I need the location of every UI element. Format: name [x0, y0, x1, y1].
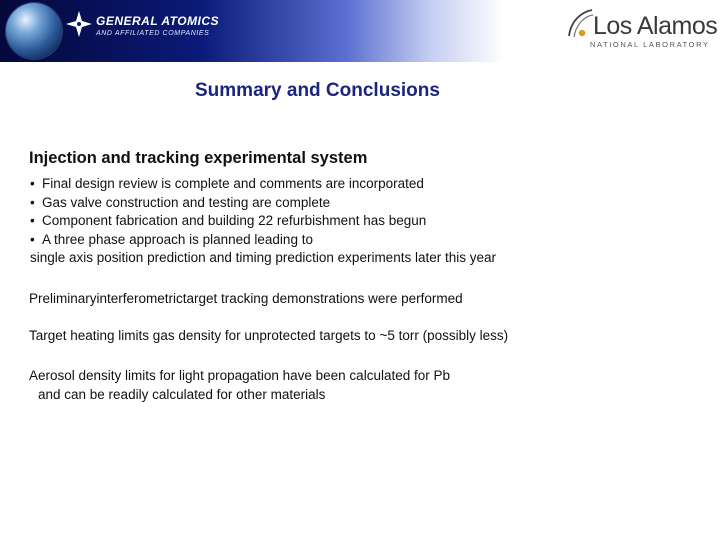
bullet-item: [30, 231, 496, 250]
paragraph-target-heating: Target heating limits gas density for unprotected targets to ~5 torr (possibly less): [29, 328, 509, 343]
slide-title: Summary and Conclusions: [195, 80, 440, 101]
globe-icon: [6, 3, 62, 59]
bullet-dot-icon: •: [30, 194, 35, 210]
bullet-dot-icon: •: [30, 231, 35, 247]
general-atomics-subtitle: AND AFFILIATED COMPANIES: [96, 30, 210, 37]
bullet-text: Component fabrication and building 22 refurbishment has begun: [42, 213, 427, 228]
bullet-dot-icon: •: [30, 213, 35, 228]
paragraph-interferometric-tracking: Preliminaryinterferometrictarget tracking demonstrations were performed: [29, 291, 463, 306]
paragraph-aerosol-line-1: Aerosol density limits for light propagation have been calculated for Pb: [29, 368, 450, 383]
bullet-dot-icon: •: [30, 176, 35, 191]
los-alamos-subtitle: NATIONAL LABORATORY: [590, 40, 710, 49]
general-atomics-name: GENERAL ATOMICS: [96, 14, 220, 28]
general-atomics-logo-icon: [66, 11, 92, 37]
bullet-item: [30, 212, 496, 231]
bullet-continuation: single axis position prediction and timing prediction experiments later this year: [30, 250, 496, 265]
paragraph-aerosol-line-2: and can be readily calculated for other materials: [38, 387, 326, 402]
los-alamos-logo-icon: [564, 6, 594, 40]
bullet-list: [30, 175, 496, 268]
bullet-item: [30, 175, 496, 194]
bullet-text: Final design review is complete and comments are incorporated: [42, 176, 424, 191]
section-heading: Injection and tracking experimental system: [29, 149, 368, 167]
los-alamos-name: Los Alamos: [593, 12, 718, 40]
header-banner: [0, 0, 720, 62]
bullet-text: A three phase approach is planned leading to: [42, 231, 313, 247]
bullet-text: Gas valve construction and testing are complete: [42, 194, 331, 210]
bullet-item: [30, 194, 496, 213]
paragraph-aerosol-density: [29, 366, 450, 404]
